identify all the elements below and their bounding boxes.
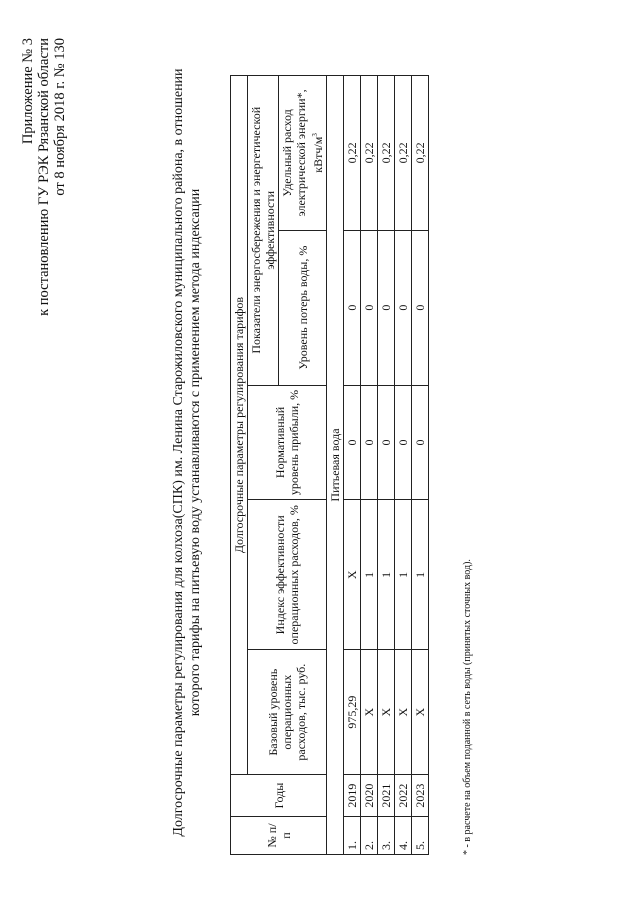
cell-profit: 0 [412,385,429,500]
cell-num: 2. [361,817,378,855]
header-profit: Нормативный уровень прибыли, % [248,385,327,500]
table-row [395,76,412,855]
header-specific-sup: 3 [311,133,319,137]
cell-num: 3. [378,817,395,855]
table-row [378,76,395,855]
cell-profit: 0 [395,385,412,500]
header-base: Базовый уровень операционных расходов, тыс. руб. [248,650,327,775]
cell-profit: 0 [344,385,361,500]
cell-loss: 0 [378,230,395,385]
cell-base: 975,29 [344,650,361,775]
cell-year: 2020 [361,775,378,817]
cell-loss: 0 [344,230,361,385]
cell-profit: 0 [361,385,378,500]
section-label: Питьевая вода [327,76,344,855]
cell-specific: 0,22 [344,76,361,231]
header-index: Индекс эффективности операционных расходов, % [248,500,327,650]
cell-loss: 0 [361,230,378,385]
table-row [361,76,378,855]
table-row [344,76,361,855]
appendix-line: от 8 ноября 2018 г. № 130 [52,38,68,196]
cell-profit: 0 [378,385,395,500]
cell-specific: 0,22 [395,76,412,231]
cell-num: 5. [412,817,429,855]
cell-year: 2019 [344,775,361,817]
header-num: № п/п [231,817,327,855]
header-specific [279,76,327,231]
cell-index: 1 [378,500,395,650]
cell-specific: 0,22 [412,76,429,231]
header-years: Годы [231,775,327,817]
header-loss: Уровень потерь воды, % [279,230,327,385]
cell-base: X [412,650,429,775]
title-line: Долгосрочные параметры регулирования для колхоза(СПК) им. Ленина Старожиловского муниципального района, в отношении [171,68,186,837]
cell-specific: 0,22 [378,76,395,231]
cell-base: X [378,650,395,775]
cell-index: X [344,500,361,650]
cell-specific: 0,22 [361,76,378,231]
cell-year: 2023 [412,775,429,817]
cell-index: 1 [395,500,412,650]
table-row [412,76,429,855]
appendix-line: Приложение № 3 [20,38,36,145]
header-energy-group: Показатели энергосбережения и энергетической эффективности [248,76,279,386]
header-group: Долгосрочные параметры регулирования тарифов [231,76,248,775]
footnote: * - в расчете на объем поданной в сеть воды (принятых сточных вод). [462,559,473,855]
cell-base: X [395,650,412,775]
cell-index: 1 [361,500,378,650]
cell-index: 1 [412,500,429,650]
cell-loss: 0 [395,230,412,385]
parameters-table [230,75,429,855]
appendix-header [20,38,68,316]
cell-loss: 0 [412,230,429,385]
document-title [170,0,204,905]
cell-year: 2021 [378,775,395,817]
appendix-line: к постановлению ГУ РЭК Рязанской области [36,38,52,316]
title-line: которого тарифы на питьевую воду устанавливаются с применением метода индексации [188,188,203,717]
cell-year: 2022 [395,775,412,817]
cell-base: X [361,650,378,775]
cell-num: 1. [344,817,361,855]
header-specific-text: Удельный расход электрической энергии*, кВтч/м [280,89,325,217]
cell-num: 4. [395,817,412,855]
